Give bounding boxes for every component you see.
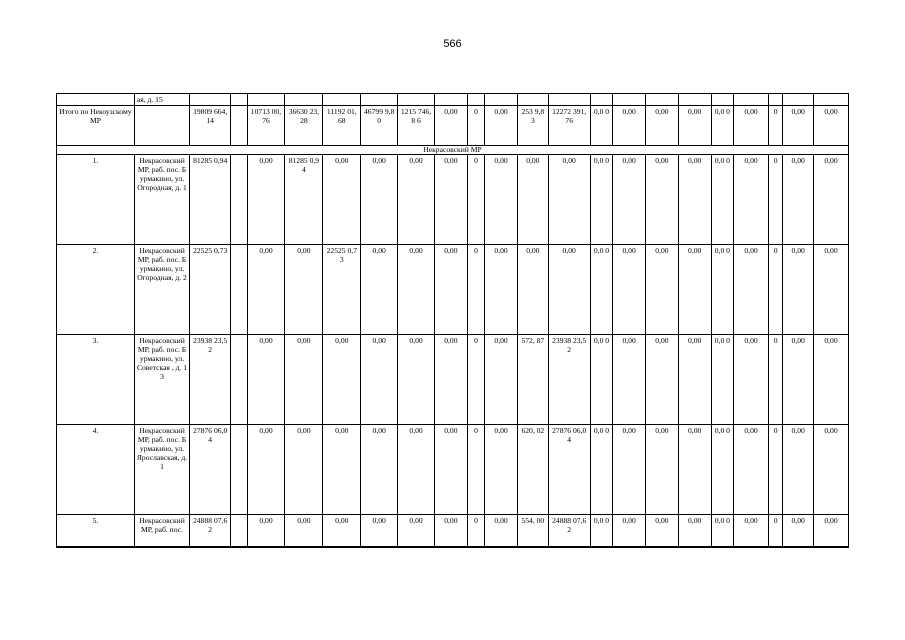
value-cell: 0,00 [398,245,435,335]
value-cell: 24888 07,62 [548,515,590,548]
value-cell: 0,00 [646,425,679,515]
value-cell: 0,00 [734,155,769,245]
value-cell: 24888 07,62 [190,515,231,548]
value-cell: 0,00 [548,245,590,335]
value-cell: 0,00 [678,155,711,245]
table-row [57,245,849,335]
row-number: 3. [57,335,135,425]
value-cell: 0,00 [361,515,398,548]
table-row [57,155,849,245]
value-cell: 0,00 [613,245,646,335]
value-cell: 0,00 [678,335,711,425]
value-cell: 0,00 [646,515,679,548]
total-value-cell: 0,00 [485,106,518,146]
carry-over-address: ая, д. 15 [134,94,189,106]
value-cell: 0,00 [435,425,468,515]
value-cell: 0,00 [646,245,679,335]
value-cell: 0,00 [485,155,518,245]
row-number: 4. [57,425,135,515]
value-cell: 22525 0,73 [190,245,231,335]
total-value-cell: 19809 664,14 [190,106,231,146]
total-value-cell: 11192 01,68 [323,106,361,146]
value-cell: 0,00 [485,335,518,425]
value-cell: 0,00 [734,425,769,515]
value-cell: 0 [467,515,484,548]
value-cell: 0,00 [247,245,285,335]
value-cell: 0,0 0 [711,335,734,425]
value-cell: 23938 23,52 [548,335,590,425]
value-cell: 0,00 [398,155,435,245]
table-row [57,335,849,425]
total-value-cell: 1215 746,8 6 [398,106,435,146]
total-value-cell: 0,0 0 [711,106,734,146]
value-cell: 0,00 [398,515,435,548]
value-cell: 0,00 [814,335,849,425]
table-row [57,425,849,515]
value-cell: 0,00 [435,335,468,425]
value-cell: 0,00 [285,245,323,335]
value-cell: 0,0 0 [711,425,734,515]
value-cell: 23938 23,52 [190,335,231,425]
total-row-label: Итого по Некоузскому МР [57,106,135,146]
value-cell: 0,00 [613,155,646,245]
value-cell: 620, 02 [517,425,548,515]
total-value-cell: 36630 23,28 [285,106,323,146]
value-cell: 0,00 [783,335,814,425]
value-cell: 0 [768,425,782,515]
value-cell: 0,0 0 [590,515,613,548]
value-cell: 0,00 [285,335,323,425]
value-cell: 0,0 0 [711,155,734,245]
value-cell: 0,00 [613,425,646,515]
value-cell: 0,00 [814,515,849,548]
value-cell: 0,00 [361,335,398,425]
value-cell [231,335,247,425]
total-value-cell: 0,00 [646,106,679,146]
value-cell: 0,00 [734,245,769,335]
value-cell: 0,0 0 [590,335,613,425]
value-cell: 0,00 [247,335,285,425]
row-address: Некрасовский МР, раб. пос. Бурмакино, ул. Ярославская, д. 1 [134,425,189,515]
value-cell: 0,00 [548,155,590,245]
value-cell: 0 [768,515,782,548]
value-cell [231,515,247,548]
report-table [56,93,849,548]
value-cell: 27876 06,04 [190,425,231,515]
value-cell: 0,00 [678,425,711,515]
total-value-cell: 0 [467,106,484,146]
row-number: 2. [57,245,135,335]
value-cell: 0,00 [323,335,361,425]
value-cell [231,425,247,515]
value-cell: 22525 0,73 [323,245,361,335]
value-cell: 0 [467,245,484,335]
value-cell: 0,00 [361,155,398,245]
row-address: Некрасовский МР, раб. пос. Бурмакино, ул. Советская , д. 13 [134,335,189,425]
value-cell: 0,00 [247,155,285,245]
value-cell: 0,00 [734,515,769,548]
value-cell: 0,00 [646,155,679,245]
value-cell: 0 [768,155,782,245]
page-number: 566 [443,38,462,50]
row-address: Некрасовский МР, раб. пос. Бурмакино, ул. Огородная, д. 1 [134,155,189,245]
value-cell [231,245,247,335]
value-cell: 0,00 [814,245,849,335]
cell-num [57,94,135,106]
row-number: 5. [57,515,135,548]
value-cell: 0,00 [646,335,679,425]
value-cell: 0,00 [485,425,518,515]
value-cell: 81285 0,94 [285,155,323,245]
value-cell: 0,0 0 [711,515,734,548]
row-number: 1. [57,155,135,245]
section-title: Некрасовский МР [57,146,849,155]
value-cell: 0,00 [247,515,285,548]
total-value-cell: 0,00 [814,106,849,146]
value-cell: 554, 00 [517,515,548,548]
total-value-cell: 0,00 [734,106,769,146]
value-cell: 0,00 [517,155,548,245]
value-cell: 0,00 [285,515,323,548]
total-value-cell: 0,00 [613,106,646,146]
total-value-cell: 46799 9,80 [361,106,398,146]
value-cell: 81285 0,94 [190,155,231,245]
value-cell: 0,0 0 [590,425,613,515]
value-cell: 0,00 [361,425,398,515]
value-cell: 0,00 [435,245,468,335]
total-value-cell: 12272 391,76 [548,106,590,146]
value-cell: 0,00 [323,425,361,515]
value-cell: 0,00 [814,155,849,245]
value-cell: 0,00 [323,155,361,245]
value-cell: 0,00 [613,515,646,548]
section-row [57,146,849,155]
value-cell: 27876 06,04 [548,425,590,515]
value-cell: 0 [467,155,484,245]
value-cell: 0,00 [613,335,646,425]
value-cell: 0,0 0 [711,245,734,335]
value-cell: 0,00 [485,515,518,548]
value-cell: 0 [768,335,782,425]
row-address: Некрасовский МР, раб. пос. Бурмакино, ул. Огородная, д. 2 [134,245,189,335]
total-row [57,106,849,146]
total-row-address [134,106,189,146]
value-cell: 0,00 [323,515,361,548]
value-cell: 0,00 [734,335,769,425]
value-cell: 0,00 [783,155,814,245]
value-cell: 0,00 [814,425,849,515]
value-cell: 0,00 [285,425,323,515]
total-value-cell: 253 9,83 [517,106,548,146]
value-cell: 0 [768,245,782,335]
total-value-cell: 0 [768,106,782,146]
table-row [57,515,849,548]
value-cell: 0,00 [398,335,435,425]
value-cell: 0,00 [435,515,468,548]
row-address: Некрасовский МР, раб. пос. [134,515,189,548]
value-cell: 0,00 [678,515,711,548]
total-value-cell: 0,00 [783,106,814,146]
value-cell: 0,00 [435,155,468,245]
total-value-cell: 0,00 [678,106,711,146]
value-cell: 0,00 [517,245,548,335]
value-cell: 0,00 [783,425,814,515]
value-cell: 0,00 [361,245,398,335]
value-cell: 0,00 [678,245,711,335]
value-cell: 572, 87 [517,335,548,425]
total-value-cell: 0,00 [435,106,468,146]
total-value-cell [231,106,247,146]
value-cell [231,155,247,245]
carry-over-row [57,94,849,106]
value-cell: 0,0 0 [590,245,613,335]
value-cell: 0,00 [783,245,814,335]
value-cell: 0,00 [398,425,435,515]
total-value-cell: 0,0 0 [590,106,613,146]
value-cell: 0,00 [783,515,814,548]
value-cell: 0,00 [247,425,285,515]
total-value-cell: 10713 00,76 [247,106,285,146]
value-cell: 0,00 [485,245,518,335]
value-cell: 0 [467,425,484,515]
value-cell: 0,0 0 [590,155,613,245]
value-cell: 0 [467,335,484,425]
